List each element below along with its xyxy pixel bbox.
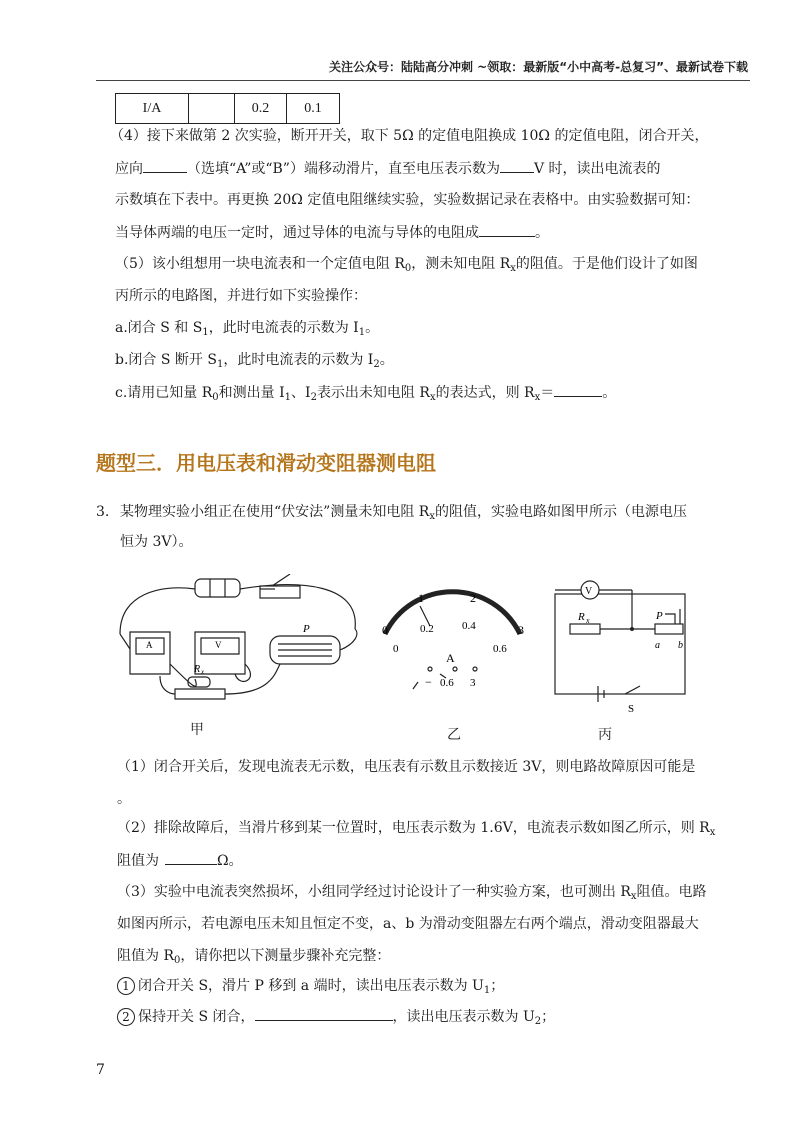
text: 和测出量 I — [218, 385, 285, 401]
q3-step1 — [117, 976, 504, 1001]
p4-line2 — [115, 158, 661, 179]
subscript: x — [709, 827, 716, 838]
p4-line1: （4）接下来做第 2 次实验，断开开关，取下 5Ω 的定值电阻换成 10Ω 的定值电阻，闭合开关， — [110, 128, 709, 144]
subscript: x — [630, 891, 637, 902]
p5-step-b — [115, 350, 394, 375]
rx-box-subscript: x — [201, 668, 205, 676]
text: ； — [490, 978, 505, 994]
subscript: 2 — [310, 392, 317, 403]
text: 。 — [535, 225, 549, 241]
text: 的阻值。于是他们设计了如图 — [515, 256, 698, 272]
slider-label: P — [656, 610, 663, 622]
tick-bottom: 0.6 — [493, 643, 507, 655]
header-divider — [96, 80, 750, 81]
page-number: 7 — [96, 1062, 105, 1078]
table-cell — [189, 94, 235, 124]
rheostat-symbol — [655, 624, 683, 634]
wire — [120, 634, 130, 649]
voltmeter-label: V — [585, 586, 593, 597]
resistor-symbol — [570, 624, 600, 634]
answer-blank[interactable] — [554, 382, 602, 397]
rheostat-label: P — [303, 623, 310, 635]
section-title: 题型三．用电压表和滑动变阻器测电阻 — [96, 451, 436, 475]
text: 当导体两端的电压一定时，通过导体的电流与导体的电阻成 — [115, 225, 479, 241]
terminal-dot — [453, 667, 457, 671]
rx-subscript: x — [586, 616, 590, 625]
resistor-board-icon — [175, 689, 225, 699]
junction-dot — [630, 627, 634, 631]
text: 保持开关 S 闭合， — [138, 1009, 255, 1025]
q3-p3-line3 — [117, 946, 390, 971]
wire — [160, 676, 175, 694]
switch-label: S — [628, 703, 635, 715]
p5-line1 — [115, 254, 698, 279]
text: ，请你把以下测量步骤补充完整： — [180, 948, 391, 964]
p4-line3: 示数填在下表中。再更换 20Ω 定值电阻继续实验，实验数据记录在表格中。由实验数据可知： — [115, 192, 700, 208]
text: ＝ — [540, 385, 555, 401]
wire — [413, 682, 418, 689]
subscript: 1 — [202, 327, 209, 338]
wire — [120, 588, 195, 634]
text: 。 — [379, 352, 394, 368]
text: c.请用已知量 R — [115, 385, 213, 401]
text: 某物理实验小组正在使用“伏安法”测量未知电阻 R — [120, 504, 430, 520]
meter-unit: A — [446, 651, 455, 665]
q3-p3-line1 — [117, 882, 707, 907]
switch-icon — [260, 586, 300, 598]
subscript: 1 — [284, 392, 292, 403]
p5-step-c — [115, 382, 616, 408]
text: 阻值为 — [117, 853, 159, 869]
q3-number: 3. — [96, 504, 110, 520]
rx-box-label: R — [194, 664, 201, 675]
ammeter-label: A — [146, 640, 153, 650]
answer-blank[interactable] — [143, 158, 187, 173]
subscript: 0 — [404, 263, 412, 274]
q3-p1-line1: （1）闭合开关后，发现电流表无示数，电压表有示数且示数接近 3V，则电路故障原因可能是 — [117, 759, 696, 775]
p4-line4 — [115, 222, 549, 243]
text: 。 — [602, 385, 617, 401]
wire — [240, 585, 355, 629]
text: 。 — [365, 320, 380, 336]
resistor-icon — [188, 677, 210, 687]
circuit-frame — [555, 594, 685, 694]
slider-arrow — [665, 614, 675, 624]
tick-bottom: 0.2 — [420, 623, 434, 635]
subscript: x — [510, 263, 516, 274]
text: ，此时电流表的示数为 I — [223, 352, 374, 368]
tick-bottom: 0.4 — [462, 620, 476, 632]
rx-label: R — [578, 611, 585, 623]
text: V 时，读出电流表的 — [533, 161, 661, 177]
text: 的阻值，实验电路如图甲所示（电源电压 — [434, 504, 687, 520]
terminal-label: − — [425, 675, 432, 689]
wire — [170, 664, 196, 686]
subscript: 1 — [216, 359, 224, 370]
table-cell: I/A — [116, 94, 189, 124]
text: （选填“A”或“B”）端移动滑片，直至电压表示数为 — [187, 161, 500, 177]
text: 阻值为 R — [117, 948, 174, 964]
text: 闭合开关 S，滑片 P 移到 a 端时，读出电压表示数为 U — [138, 978, 484, 994]
subscript: 1 — [358, 327, 366, 338]
q3-p1-line2: 。 — [117, 791, 131, 807]
figure-label-bing: 丙 — [598, 727, 612, 743]
text: 阻值。电路 — [636, 884, 707, 900]
text: ，测未知电阻 R — [411, 256, 511, 272]
subscript: 0 — [174, 955, 181, 966]
end-a-label: a — [655, 640, 660, 651]
text: ，此时电流表的示数为 I — [208, 320, 359, 336]
tick-top: 2 — [470, 591, 476, 605]
tick-bottom: 0 — [393, 643, 399, 655]
text: （5）该小组想用一块电流表和一个定值电阻 R — [115, 256, 405, 272]
q3-p3-line2: 如图丙所示，若电源电压未知且恒定不变，a、b 为滑动变阻器左右两个端点，滑动变阻器最大 — [117, 916, 699, 932]
text: 表示出未知电阻 R — [316, 385, 430, 401]
q3-line1 — [120, 502, 687, 527]
tick-top: 1 — [418, 591, 424, 605]
subscript: x — [429, 511, 435, 522]
text: （2）排除故障后，当滑片移到某一位置时，电压表示数为 1.6V，电流表示数如图乙所示，则 R — [117, 820, 710, 836]
step-number: 2 — [117, 1008, 135, 1026]
terminal-label: 3 — [470, 677, 476, 689]
text: ； — [541, 1009, 556, 1025]
circuit-photo-jia — [120, 574, 685, 702]
q3-step2 — [117, 1006, 555, 1032]
text: 、I — [291, 385, 311, 401]
q3-p2-line2 — [117, 850, 243, 871]
wire — [235, 664, 250, 681]
q3-line2: 恒为 3V）。 — [120, 534, 193, 550]
text: b.闭合 S 断开 S — [115, 352, 217, 368]
answer-blank[interactable] — [500, 158, 534, 173]
figure-group — [100, 574, 700, 744]
wire — [340, 629, 357, 650]
answer-blank[interactable] — [165, 850, 217, 865]
subscript: x — [534, 392, 541, 403]
p5-step-a — [115, 318, 379, 343]
terminal-dot — [473, 667, 477, 671]
subscript: 2 — [373, 359, 380, 370]
page-header: 关注公众号：陆陆高分冲刺 ~领取：最新版“小中高考-总复习”、最新试卷下载 — [329, 60, 748, 74]
tick-top: 3 — [518, 623, 524, 637]
subscript: 1 — [483, 985, 491, 996]
voltmeter2-label: V — [215, 640, 222, 650]
text: 的表达式，则 R — [435, 385, 535, 401]
tick-top: 0 — [382, 623, 388, 637]
subscript: 2 — [534, 1016, 542, 1027]
text: ，读出电压表示数为 U — [392, 1009, 535, 1025]
switch-lever — [625, 686, 640, 694]
wire — [225, 664, 280, 694]
dial-scale — [385, 592, 520, 634]
p5-line2: 丙所示的电路图，并进行如下实验操作： — [115, 288, 367, 304]
text: a.闭合 S 和 S — [115, 320, 203, 336]
text: （3）实验中电流表突然损坏，小组同学经过讨论设计了一种实验方案，也可测出 R — [117, 884, 631, 900]
answer-blank[interactable] — [255, 1006, 393, 1021]
step-number: 1 — [117, 977, 135, 995]
text: 应向 — [115, 161, 143, 177]
data-table — [115, 93, 340, 124]
figure-label-jia: 甲 — [190, 722, 204, 738]
figure-label-yi: 乙 — [447, 727, 461, 743]
subscript: x — [429, 392, 436, 403]
table-row — [116, 94, 340, 124]
table-cell: 0.1 — [287, 94, 340, 124]
battery-icon — [195, 579, 240, 597]
subscript: 0 — [212, 392, 219, 403]
terminal-dot — [428, 667, 432, 671]
table-cell: 0.2 — [235, 94, 287, 124]
end-b-label: b — [678, 640, 683, 651]
q3-p2-line1 — [117, 818, 715, 843]
answer-blank[interactable] — [479, 222, 535, 237]
text: Ω。 — [217, 853, 243, 869]
terminal-label: 0.6 — [440, 677, 454, 689]
